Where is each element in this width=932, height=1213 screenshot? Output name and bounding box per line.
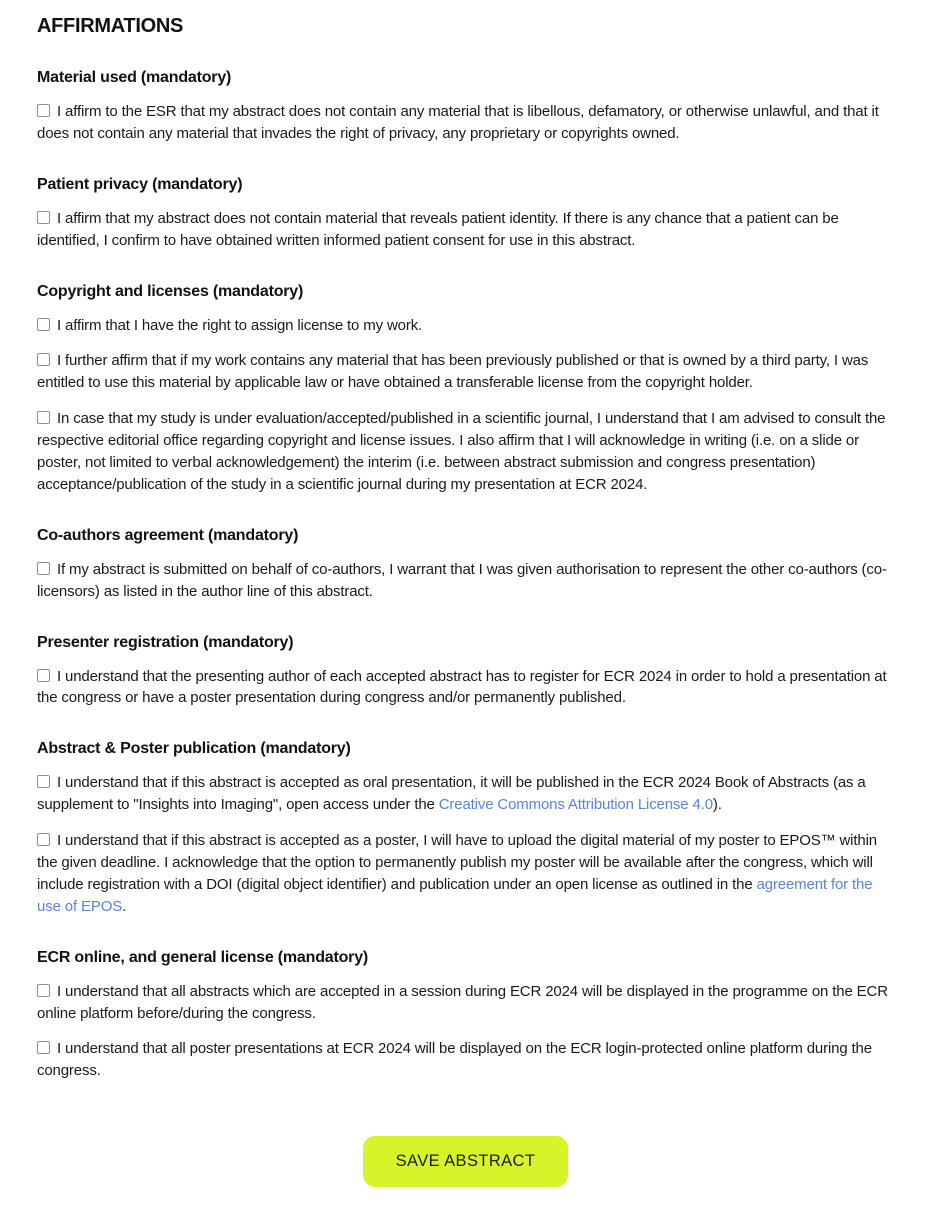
affirmation-item: I affirm to the ESR that my abstract does not contain any material that is libellous, defamatory, or otherwise unlawful, and that it does not contain any material that invades the right of privacy, any proprietary or copyrights owned.	[37, 103, 879, 142]
page-title: AFFIRMATIONS	[37, 15, 184, 37]
affirmation-item: I understand that the presenting author of each accepted abstract has to register for ECR 2024 in order to hold a presentation at the congress or have a poster presentation during congress and/or permanently published.	[37, 667, 887, 707]
section-heading: Patient privacy (mandatory)	[37, 175, 243, 193]
affirmation-checkbox[interactable]	[37, 211, 50, 224]
affirmation-item: I further affirm that if my work contains any material that has been previously published or that is owned by a third party, I was entitled to use this material by applicable law or have obtained a transferable license from the copyright holder.	[37, 352, 869, 392]
affirmation-checkbox[interactable]	[37, 353, 50, 366]
affirmation-checkbox[interactable]	[37, 104, 50, 117]
section-heading: Co-authors agreement (mandatory)	[37, 526, 299, 544]
section-heading: ECR online, and general license (mandatory)	[37, 948, 369, 966]
creative-commons-license-link[interactable]: Creative Commons Attribution License 4.0	[438, 796, 713, 814]
affirmation-checkbox[interactable]	[37, 562, 50, 575]
affirmation-section	[37, 740, 894, 917]
epos-agreement-link[interactable]: agreement for the use of EPOS	[37, 875, 873, 915]
affirmation-section	[37, 69, 894, 145]
affirmation-item: I affirm that I have the right to assign license to my work.	[37, 315, 894, 337]
affirmation-checkbox[interactable]	[37, 1041, 50, 1054]
affirmation-item: In case that my study is under evaluation/accepted/published in a scientific journal, I understand that I am advised to consult the respective editorial office regarding copyright and license issues. I also affirm that I will acknowledge in writing (i.e. on a slide or poster, not limited to verbal acknowledgement) the interim (i.e. between abstract submission and congress presentation) acceptance/publication of the study in a scientific journal during my presentation at ECR 2024.	[37, 410, 886, 493]
affirmation-item: I affirm that my abstract does not contain material that reveals patient identity. If there is any chance that a patient can be identified, I confirm to have obtained written informed patient consent for use in this abstract.	[37, 209, 839, 249]
affirmation-item: I understand that if this abstract is accepted as a poster, I will have to upload the digital material of my poster to EPOS™ within the given deadline. I acknowledge that the option to permanently publish my poster will be available after the congress, which will include registration with a DOI (digital object identifier) and publication under an open license as outlined in the agreement for the use of EPOS.	[37, 832, 877, 915]
affirmation-item: I understand that all abstracts which are accepted in a session during ECR 2024 will be displayed in the programme on the ECR online platform before/during the congress.	[37, 982, 888, 1022]
affirmation-checkbox[interactable]	[37, 833, 50, 846]
save-abstract-button[interactable]: SAVE ABSTRACT	[363, 1136, 569, 1187]
affirmation-checkbox[interactable]	[37, 775, 50, 788]
section-heading: Material used (mandatory)	[37, 69, 232, 86]
affirmation-checkbox[interactable]	[37, 984, 50, 997]
affirmation-checkbox[interactable]	[37, 669, 50, 682]
affirmation-item: I understand that all poster presentations at ECR 2024 will be displayed on the ECR login-protected online platform during the congress.	[37, 1040, 872, 1080]
affirmation-section	[37, 283, 894, 496]
affirmation-section	[37, 176, 894, 252]
section-heading: Abstract & Poster publication (mandatory)	[37, 740, 351, 758]
affirmation-section	[37, 527, 894, 603]
affirmation-item: If my abstract is submitted on behalf of co-authors, I warrant that I was given authorisation to represent the other co-authors (co-licensors) as listed in the author line of this abstract.	[37, 560, 887, 600]
section-heading: Copyright and licenses (mandatory)	[37, 282, 304, 300]
affirmation-sections	[37, 69, 894, 1082]
affirmation-checkbox[interactable]	[37, 318, 50, 331]
affirmation-checkbox[interactable]	[37, 411, 50, 424]
affirmation-section	[37, 634, 894, 710]
actions-bar	[37, 1136, 894, 1187]
affirmation-item: I understand that if this abstract is accepted as oral presentation, it will be published in the ECR 2024 Book of Abstracts (as a supplement to "Insights into Imaging", open access under the Creative Commons Attribution License 4.0).	[37, 774, 866, 814]
section-heading: Presenter registration (mandatory)	[37, 633, 294, 651]
affirmation-section	[37, 949, 894, 1083]
